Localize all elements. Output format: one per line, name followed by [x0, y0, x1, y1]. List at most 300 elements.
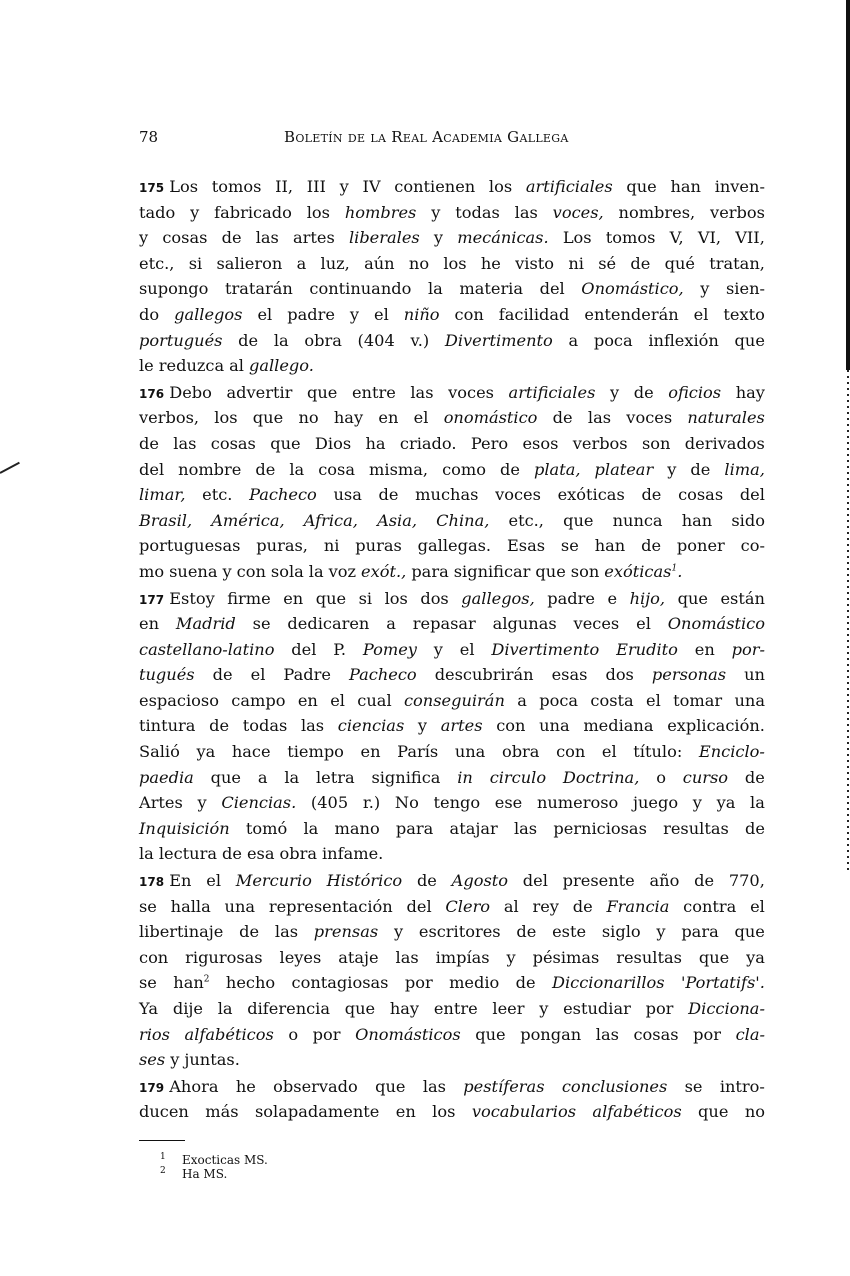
word: Diccionarillos — [552, 973, 665, 993]
word: voces — [495, 485, 541, 505]
word: ni — [568, 253, 584, 273]
text-line — [139, 225, 765, 251]
word: tiempo — [287, 742, 344, 762]
word: 770, — [728, 871, 765, 891]
word: leyes — [279, 947, 322, 967]
word: dos — [605, 665, 634, 685]
word: de — [515, 973, 536, 993]
text-line — [139, 868, 765, 894]
word: cual — [357, 690, 392, 710]
text-line — [139, 457, 765, 483]
word: la — [217, 999, 233, 1018]
word: el — [250, 665, 266, 685]
word: espacioso — [139, 690, 219, 710]
word: conseguirán — [403, 690, 505, 710]
word: Esas — [506, 536, 546, 556]
word: tomos — [211, 177, 262, 196]
word: ya — [746, 947, 765, 967]
word: las — [173, 433, 197, 453]
word: sido — [731, 510, 765, 530]
footnote-text: Exocticas MS. — [182, 1153, 268, 1167]
word: exóticas$^1$. — [604, 561, 683, 581]
word: mano — [334, 818, 380, 838]
word: 179 Ahora — [139, 1076, 219, 1096]
word: se — [684, 1076, 703, 1096]
word: gallegos, — [461, 588, 535, 608]
text-line — [139, 1047, 765, 1073]
word: continuando — [309, 279, 412, 299]
word: hay — [735, 382, 765, 402]
text-line — [139, 302, 765, 328]
word: Inquisición — [139, 818, 230, 838]
word: sé — [598, 253, 617, 273]
word: esos — [522, 433, 559, 453]
word: del — [291, 639, 317, 659]
word: China, — [436, 510, 490, 530]
word: y — [170, 1050, 180, 1070]
word: para — [681, 922, 719, 942]
text-line — [139, 380, 765, 406]
word: significar — [453, 561, 531, 581]
footnote-rule — [139, 1140, 185, 1141]
word: a — [517, 690, 527, 710]
word: los — [443, 253, 467, 273]
word: por — [404, 973, 433, 993]
word: y — [433, 228, 444, 248]
word: hijo, — [629, 588, 666, 608]
word: mecánicas. — [457, 228, 549, 248]
word: de — [255, 459, 276, 479]
word: muchas — [415, 485, 479, 505]
word: puras — [355, 536, 402, 556]
word: advertir — [226, 382, 293, 402]
word: cosa — [318, 459, 356, 479]
word: la — [284, 767, 300, 787]
text-line — [139, 765, 765, 791]
word: r.) — [362, 793, 381, 813]
footnote: 1 Exocticas MS. — [160, 1152, 268, 1167]
word: veces — [573, 614, 620, 634]
word: rey — [532, 896, 559, 916]
word: P. — [333, 639, 347, 659]
word: No — [394, 793, 419, 813]
word: en — [283, 588, 304, 608]
word: Ya — [139, 999, 159, 1018]
word: entenderán — [584, 304, 679, 324]
word: o — [656, 767, 666, 787]
word: observado — [273, 1076, 358, 1096]
word: misma, — [369, 459, 429, 479]
text-line — [139, 970, 765, 996]
word: entre — [433, 999, 478, 1018]
word: han — [681, 510, 713, 530]
word: de — [572, 896, 593, 916]
word: estudiar — [563, 999, 631, 1018]
text-line — [139, 508, 765, 534]
word: lectura — [158, 844, 217, 864]
journal-title: Boletín de la Real Academia Gallega — [284, 128, 569, 146]
word: el — [750, 896, 765, 916]
word: 178 En — [139, 871, 192, 891]
word: si — [358, 588, 373, 608]
word: Brasil, — [139, 510, 193, 530]
word: juntas. — [184, 1050, 240, 1070]
word: y — [393, 922, 404, 942]
word: las — [300, 716, 325, 736]
word: Enciclo- — [698, 742, 765, 762]
word: que — [344, 999, 376, 1018]
word: ni — [323, 536, 340, 556]
word: una — [224, 896, 256, 916]
word: ciencias — [337, 716, 405, 736]
word: le — [139, 356, 154, 376]
word: Padre — [283, 665, 331, 685]
word: libertinaje — [139, 922, 224, 942]
word: que — [375, 1076, 406, 1096]
word: Francia — [606, 896, 670, 916]
word: el — [257, 304, 273, 324]
word: de — [641, 485, 662, 505]
word: que — [698, 1102, 729, 1122]
word: supongo — [139, 279, 209, 299]
word: la — [303, 818, 319, 838]
word: impías — [435, 947, 490, 967]
body-text — [139, 174, 765, 1126]
word: y — [667, 459, 677, 479]
word: solapadamente — [254, 1102, 380, 1122]
text-line — [139, 996, 765, 1022]
word: inflexión — [648, 330, 719, 350]
text-line — [139, 586, 765, 612]
word: un — [744, 665, 765, 685]
word: los — [214, 408, 238, 428]
word: el — [646, 690, 661, 710]
word: circulo — [489, 767, 547, 787]
word: artificiales — [525, 177, 613, 196]
word: en — [694, 639, 715, 659]
word: he — [480, 253, 501, 273]
text-line — [139, 1099, 765, 1125]
footnotes — [160, 1153, 268, 1181]
word: poner — [676, 536, 725, 556]
text-line — [139, 276, 765, 302]
word: VII, — [735, 228, 765, 248]
word: personas — [651, 665, 727, 685]
word: están — [720, 588, 765, 608]
word: verbos — [710, 202, 765, 222]
word: Madrid — [175, 614, 236, 634]
word: Divertimento — [444, 330, 553, 350]
word: tomar — [673, 690, 723, 710]
text-line — [139, 894, 765, 920]
word: ha — [365, 433, 386, 453]
word: obra — [279, 844, 317, 864]
text-line — [139, 482, 765, 508]
word: no — [298, 408, 319, 428]
word: las — [255, 228, 279, 248]
word: pésimas — [532, 947, 600, 967]
word: y — [349, 304, 360, 324]
word: más — [205, 1102, 239, 1122]
word: medio — [449, 973, 500, 993]
word: los — [488, 177, 513, 196]
word: (405 — [310, 793, 349, 813]
word: e — [607, 588, 618, 608]
word: significa — [371, 767, 441, 787]
word: han — [594, 536, 626, 556]
word: que — [563, 510, 594, 530]
edge-shadow — [846, 0, 850, 370]
word: niño — [403, 304, 440, 324]
text-line — [139, 919, 765, 945]
word: do — [139, 304, 160, 324]
word: Dios — [314, 433, 352, 453]
word: de — [212, 665, 233, 685]
word: voces — [626, 408, 673, 428]
word: facilidad — [498, 304, 570, 324]
word: se — [139, 896, 157, 916]
word: alfabéticos — [184, 1024, 274, 1044]
word: Pacheco — [348, 665, 417, 685]
word: entre — [351, 382, 396, 402]
word: campo — [231, 690, 286, 710]
word: artificiales — [508, 382, 596, 402]
word: el — [636, 614, 651, 634]
word: tengo — [433, 793, 481, 813]
word: y — [222, 561, 232, 581]
paragraph-number: 178 — [139, 875, 165, 890]
word: escritores — [418, 922, 501, 942]
word: Pero — [470, 433, 509, 453]
word: padre — [547, 588, 595, 608]
word: una — [454, 742, 486, 762]
word: las — [587, 408, 612, 428]
word: de — [633, 382, 654, 402]
word: atajar — [449, 818, 498, 838]
word: título: — [633, 742, 683, 762]
word: portugués — [139, 330, 223, 350]
word: ataje — [338, 947, 379, 967]
word: infame. — [321, 844, 384, 864]
word: que — [677, 588, 708, 608]
word: a — [386, 614, 396, 634]
word: en — [395, 1102, 416, 1122]
word: y — [190, 202, 200, 222]
word: IV — [362, 177, 381, 196]
word: cosas — [210, 433, 256, 453]
word: 176 Debo — [139, 382, 212, 402]
word: se — [252, 614, 271, 634]
word: contienen — [394, 177, 476, 196]
word: nombre — [178, 459, 242, 479]
word: rios — [139, 1024, 170, 1044]
word: de — [139, 433, 159, 453]
word: el — [459, 639, 475, 659]
word: Ciencias. — [221, 793, 297, 813]
word: artes — [293, 228, 335, 248]
word: los — [432, 1102, 456, 1122]
word: voces, — [552, 202, 604, 222]
word: de — [209, 716, 230, 736]
word: 'Portatifs'. — [680, 973, 765, 993]
word: tomó — [245, 818, 288, 838]
text-line — [139, 431, 765, 457]
word: la — [750, 793, 765, 813]
word: y — [609, 382, 620, 402]
word: con — [139, 947, 169, 967]
footnote-reference[interactable]: 2 — [203, 975, 210, 986]
word: dos — [420, 588, 449, 608]
text-line — [139, 1022, 765, 1048]
text-line — [139, 739, 765, 765]
word: descubrirán — [434, 665, 534, 685]
word: padre — [287, 304, 335, 324]
word: de — [641, 536, 662, 556]
word: que — [270, 433, 301, 453]
word: dije — [172, 999, 203, 1018]
word: letra — [315, 767, 355, 787]
word: etc. — [202, 485, 233, 505]
word: Asia, — [377, 510, 418, 530]
word: las — [514, 202, 538, 222]
word: con — [454, 304, 484, 324]
word: etc., — [508, 510, 544, 530]
word: año — [649, 871, 680, 891]
word: del — [406, 896, 432, 916]
word: texto — [723, 304, 765, 324]
page-number: 78 — [139, 128, 159, 146]
word: y — [539, 999, 549, 1018]
word: (404 — [357, 330, 395, 350]
word: fabricado — [214, 202, 292, 222]
word: tratan, — [709, 253, 765, 273]
word: Salió — [139, 742, 180, 762]
word: por- — [731, 639, 765, 659]
word: ya — [196, 742, 216, 762]
word: hay — [389, 999, 420, 1018]
word: presente — [562, 871, 635, 891]
word: v.) — [410, 330, 430, 350]
word: y — [139, 228, 149, 248]
word: portuguesas — [139, 536, 241, 556]
word: verbos — [572, 433, 628, 453]
word: la — [308, 561, 324, 581]
word: se — [560, 536, 579, 556]
word: luz, — [320, 253, 350, 273]
word: las — [395, 947, 419, 967]
word: VI, — [697, 228, 722, 248]
word: gallegas. — [417, 536, 492, 556]
word: han$^2$ — [173, 973, 210, 993]
word: del — [739, 485, 765, 505]
word: o — [288, 1024, 299, 1044]
word: exóticas — [557, 485, 625, 505]
word: Africa, — [303, 510, 358, 530]
word: hombres — [344, 202, 417, 222]
word: 175 Los — [139, 177, 199, 196]
text-line — [139, 790, 765, 816]
word: todas — [455, 202, 500, 222]
word: tugués — [139, 665, 195, 685]
word: si — [188, 253, 203, 273]
word: han — [670, 177, 701, 196]
word: de — [694, 871, 715, 891]
footnote-reference[interactable]: 1 — [671, 563, 678, 574]
word: por — [645, 999, 674, 1018]
word: 177 Estoy — [139, 588, 215, 608]
word: y — [656, 922, 666, 942]
word: para — [411, 561, 449, 581]
text-line — [139, 841, 765, 867]
paragraph-number: 176 — [139, 386, 165, 401]
word: y — [700, 279, 710, 299]
text-line — [139, 559, 765, 585]
paragraph-179 — [139, 1074, 765, 1125]
text-line — [139, 1074, 765, 1100]
word: sola — [270, 561, 304, 581]
word: a — [257, 767, 268, 787]
word: intro- — [719, 1076, 765, 1096]
word: de — [239, 922, 260, 942]
word: Pacheco — [249, 485, 317, 505]
word: del — [139, 459, 165, 479]
paragraph-number: 179 — [139, 1080, 165, 1095]
paragraph-number: 177 — [139, 592, 165, 607]
word: que — [698, 947, 730, 967]
word: reduzca — [158, 356, 225, 376]
word: y — [417, 716, 428, 736]
word: firme — [227, 588, 271, 608]
word: onomástico — [443, 408, 538, 428]
word: la — [139, 844, 154, 864]
footnote-text: Ha MS. — [182, 1167, 228, 1181]
paragraph-178 — [139, 868, 765, 1073]
word: de — [500, 459, 520, 479]
word: leer — [492, 999, 525, 1018]
word: tado — [139, 202, 176, 222]
word: de — [221, 228, 242, 248]
word: plata, — [534, 459, 581, 479]
word: repasar — [412, 614, 476, 634]
word: qué — [664, 253, 695, 273]
word: costa — [590, 690, 634, 710]
word: hace — [231, 742, 271, 762]
running-head — [139, 128, 765, 148]
word: una — [734, 690, 765, 710]
word: y — [197, 793, 207, 813]
word: oficios — [668, 382, 722, 402]
text-line — [139, 713, 765, 739]
text-line — [139, 533, 765, 559]
word: esas — [551, 665, 588, 685]
word: de — [416, 871, 437, 891]
word: V, — [669, 228, 684, 248]
word: de — [516, 922, 537, 942]
word: mo — [139, 561, 165, 581]
word: materia — [459, 279, 524, 299]
word: el — [206, 871, 221, 891]
word: representación — [268, 896, 393, 916]
word: cosas — [633, 1024, 679, 1044]
word: artes — [440, 716, 483, 736]
word: Divertimento — [491, 639, 600, 659]
footnote: 2 Ha MS. — [160, 1166, 228, 1181]
word: las — [422, 1076, 446, 1096]
word: cosas — [678, 485, 724, 505]
page-edge-scan-artifact — [844, 0, 850, 1276]
word: los — [384, 588, 408, 608]
word: de — [238, 330, 259, 350]
